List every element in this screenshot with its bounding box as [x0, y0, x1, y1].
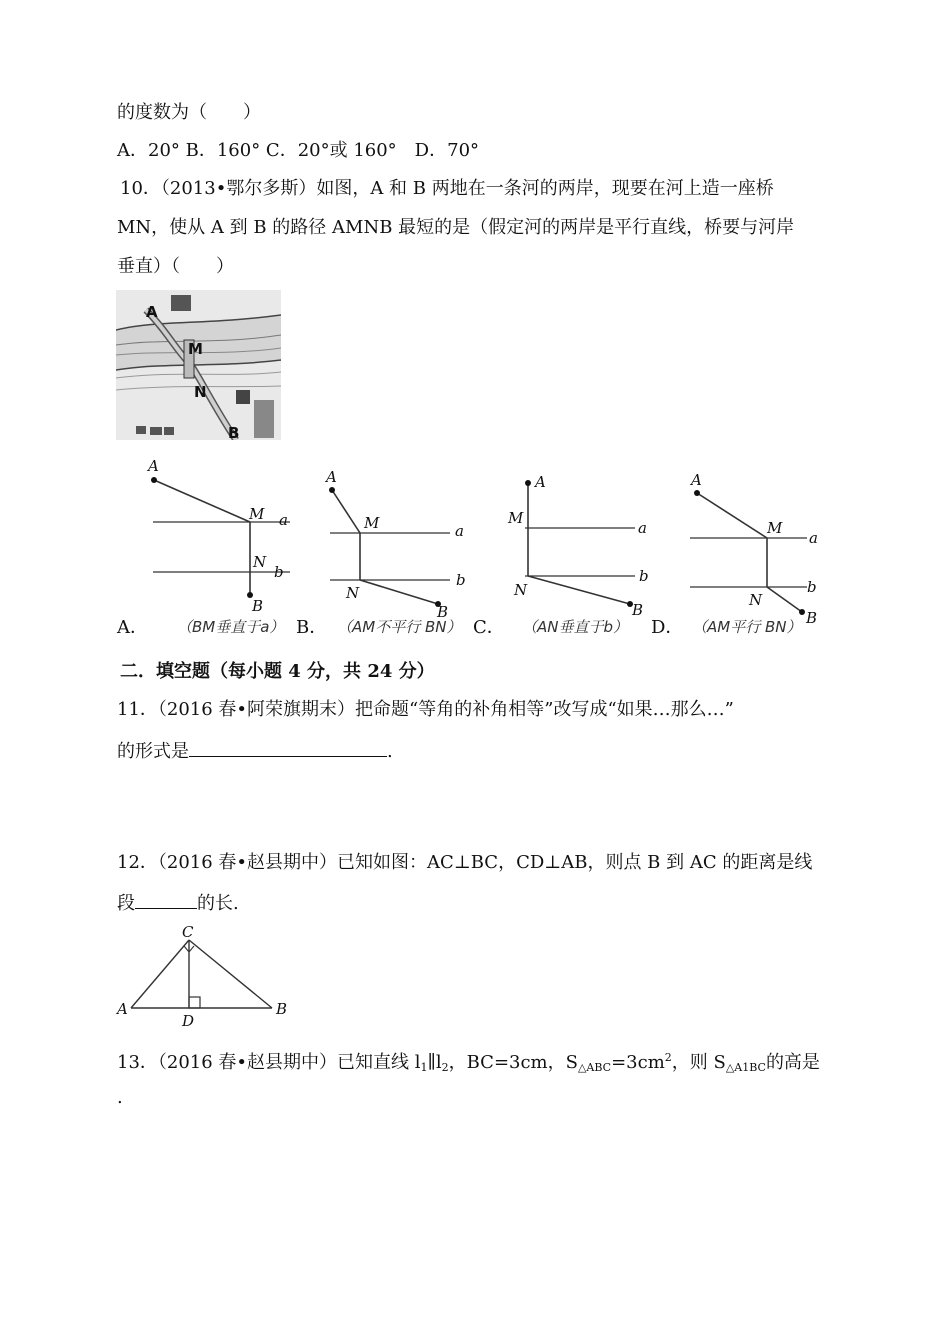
q10-figure-b: [320, 460, 480, 630]
fig-a-label-M: M: [249, 505, 265, 523]
q9-options: A．20° B．160° C．20°或 160° D．70°: [117, 140, 480, 161]
q12-answer-blank[interactable]: [135, 890, 197, 909]
fig-a-label-A: A: [148, 457, 159, 475]
fig-d-label-a: a: [809, 529, 818, 547]
q12-line2-suffix: 的长.: [197, 893, 239, 914]
fig-d-label-b: b: [807, 578, 817, 596]
fig-b-label-A: A: [326, 468, 337, 486]
q10-figure-c: [505, 465, 665, 630]
q13-line1: [117, 1046, 820, 1080]
q12-label-A: A: [117, 1000, 128, 1018]
q11-line2: [117, 738, 393, 764]
svg-text:（AM平行 BN）: （AM平行 BN）: [692, 618, 802, 636]
fig-b-label-a: a: [455, 522, 464, 540]
fig-a-label-N: N: [253, 553, 267, 571]
q10-option-a-letter: A．: [117, 617, 148, 638]
fig-c-label-B: B: [632, 601, 644, 619]
q10-option-d-caption: [690, 613, 820, 639]
photo-label-n: N: [194, 383, 207, 401]
photo-label-b: B: [228, 424, 240, 440]
q13-sub-4: △A1BC: [725, 1061, 766, 1074]
fig-a-label-B: B: [252, 597, 264, 615]
q12-triangle-figure: [112, 920, 297, 1030]
q12-line2-prefix: 段: [117, 893, 135, 914]
q13-sup: 2: [664, 1051, 672, 1064]
fig-c-label-N: N: [514, 581, 528, 599]
river-bridge-photo: [116, 290, 281, 440]
q11-line2-suffix: .: [387, 741, 393, 762]
q10-option-d-letter: D．: [651, 617, 684, 638]
q10-option-c-caption: [520, 613, 640, 639]
q10-line2: MN，使从 A 到 B 的路径 AMNB 最短的是（假定河的两岸是平行直线，桥要与河岸: [117, 217, 795, 238]
fig-c-label-a: a: [638, 519, 647, 537]
photo-label-m: M: [188, 340, 203, 358]
fig-d-label-N: N: [749, 591, 763, 609]
fig-d-label-M: M: [767, 519, 783, 537]
q10-option-a-caption: [175, 613, 295, 639]
q10-option-c-letter: C．: [473, 617, 505, 638]
q10-line3: 垂直）（ ）: [117, 256, 234, 277]
q12-line2: [117, 890, 239, 916]
q13-line2: .: [117, 1087, 123, 1108]
q10-option-b-caption: [335, 613, 475, 639]
q10-option-b-letter: B．: [296, 617, 328, 638]
q11-line2-prefix: 的形式是: [117, 741, 189, 762]
q12-label-D: D: [182, 1012, 195, 1030]
fig-b-label-N: N: [346, 584, 360, 602]
fig-a-label-b: b: [274, 563, 284, 581]
q13-sub-1: 1: [420, 1061, 428, 1074]
q12-label-C: C: [182, 923, 194, 941]
fig-c-label-A: A: [535, 473, 546, 491]
fig-d-label-A: A: [691, 471, 702, 489]
q9-tail-text: 的度数为（ ）: [117, 102, 261, 123]
q13-text-1: 13．（2016 春•赵县期中）已知直线 l: [117, 1052, 421, 1073]
q10-line1: 10．（2013•鄂尔多斯）如图，A 和 B 两地在一条河的两岸，现要在河上造一座桥: [120, 178, 774, 199]
fig-b-label-M: M: [364, 514, 380, 532]
q12-label-B: B: [276, 1000, 288, 1018]
q10-figure-d: [685, 465, 845, 635]
q13-sub-2: 2: [441, 1061, 449, 1074]
svg-text:（AM不平行 BN）: （AM不平行 BN）: [337, 618, 462, 636]
section-2-heading: 二．填空题（每小题 4 分，共 24 分）: [120, 661, 435, 682]
q13-text-6: 的高是: [765, 1052, 820, 1073]
q11-answer-blank[interactable]: [189, 738, 387, 757]
q13-text-4: =3cm: [611, 1052, 665, 1073]
photo-label-a: A: [146, 303, 158, 321]
svg-text:（BM垂直于a）: （BM垂直于a）: [177, 618, 285, 636]
q13-text-2: ∥l: [427, 1052, 442, 1073]
fig-b-label-B: B: [437, 603, 449, 621]
fig-b-label-b: b: [456, 571, 466, 589]
q13-sub-3: △ABC: [577, 1061, 612, 1074]
fig-a-label-a: a: [279, 511, 288, 529]
svg-text:（AN垂直于b）: （AN垂直于b）: [522, 618, 629, 636]
q12-line1: 12．（2016 春•赵县期中）已知如图：AC⊥BC，CD⊥AB，则点 B 到 AC 的距离是线: [117, 852, 813, 873]
q13-text-3: ，BC=3cm，S: [448, 1052, 578, 1073]
fig-c-label-M: M: [508, 509, 524, 527]
q11-line1: 11．（2016 春•阿荣旗期末）把命题“等角的补角相等”改写成“如果…那么…”: [117, 699, 734, 720]
fig-d-label-B: B: [806, 609, 818, 627]
q13-text-5: ，则 S: [671, 1052, 726, 1073]
fig-c-label-b: b: [639, 567, 649, 585]
